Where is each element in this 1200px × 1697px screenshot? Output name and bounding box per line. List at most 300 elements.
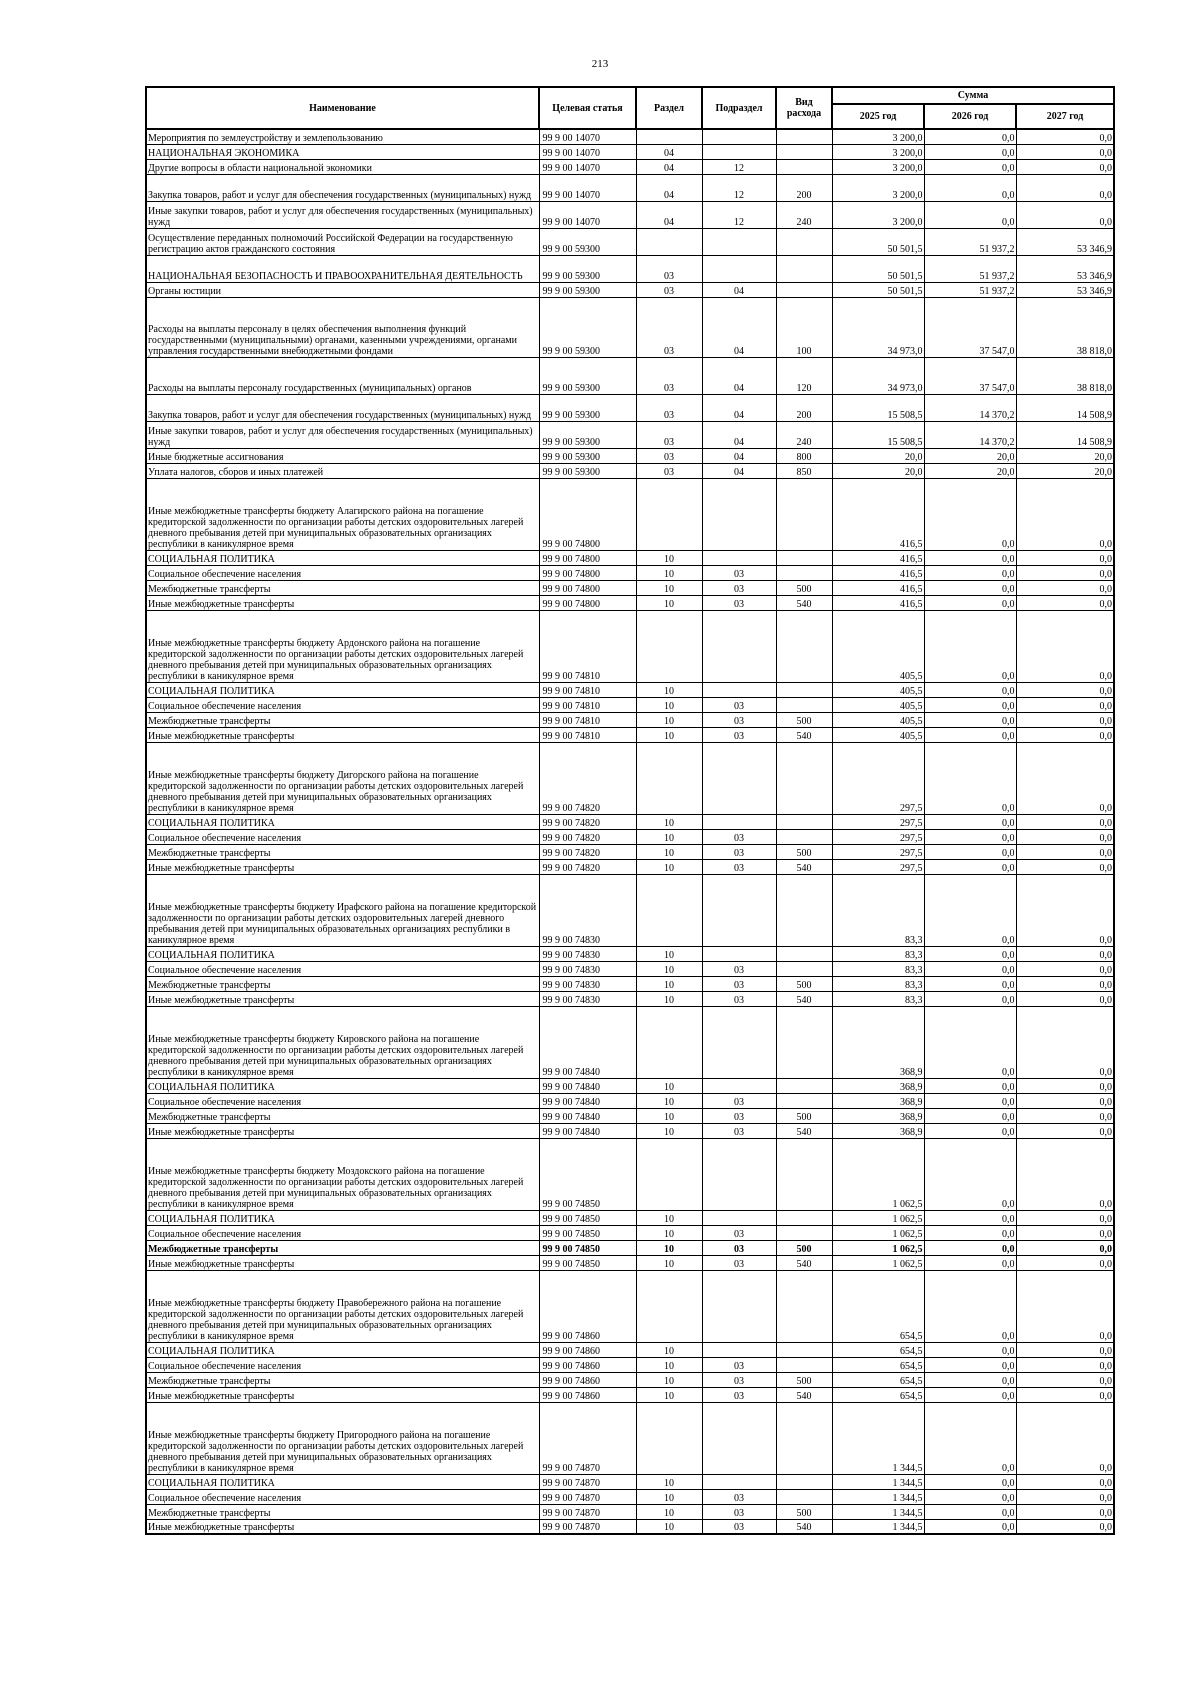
- table-row: [146, 712, 1114, 727]
- header-2026: 2026 год: [924, 104, 1016, 129]
- cell-2026: 37 547,0: [924, 357, 1016, 394]
- cell-2026: 0,0: [924, 991, 1016, 1006]
- cell-2025: 15 508,5: [832, 421, 924, 448]
- cell-expense-type: [776, 228, 832, 255]
- cell-expense-type: 200: [776, 174, 832, 201]
- cell-section: 10: [636, 1387, 702, 1402]
- cell-2025: 368,9: [832, 1123, 924, 1138]
- cell-2027: 0,0: [1016, 478, 1114, 550]
- cell-2025: 50 501,5: [832, 282, 924, 297]
- cell-name: Иные межбюджетные трансферты: [146, 859, 539, 874]
- cell-2025: 1 062,5: [832, 1210, 924, 1225]
- cell-section: 10: [636, 991, 702, 1006]
- cell-expense-type: 500: [776, 1108, 832, 1123]
- cell-2027: 0,0: [1016, 1138, 1114, 1210]
- cell-subsection: [702, 1078, 776, 1093]
- cell-2026: 0,0: [924, 1225, 1016, 1240]
- table-row: [146, 394, 1114, 421]
- cell-subsection: [702, 1006, 776, 1078]
- cell-2027: 0,0: [1016, 682, 1114, 697]
- cell-expense-type: 540: [776, 727, 832, 742]
- cell-2027: 0,0: [1016, 1108, 1114, 1123]
- table-row: [146, 1093, 1114, 1108]
- cell-section: [636, 610, 702, 682]
- cell-name: СОЦИАЛЬНАЯ ПОЛИТИКА: [146, 1210, 539, 1225]
- cell-2025: 3 200,0: [832, 174, 924, 201]
- cell-subsection: 03: [702, 1372, 776, 1387]
- cell-2026: 0,0: [924, 874, 1016, 946]
- cell-expense-type: [776, 1210, 832, 1225]
- cell-name: Иные бюджетные ассигнования: [146, 448, 539, 463]
- cell-section: 10: [636, 565, 702, 580]
- cell-section: 10: [636, 1078, 702, 1093]
- table-row: [146, 874, 1114, 946]
- cell-2026: 0,0: [924, 1240, 1016, 1255]
- table-row: [146, 1270, 1114, 1342]
- cell-2027: 14 508,9: [1016, 394, 1114, 421]
- cell-section: 10: [636, 1108, 702, 1123]
- cell-name: Социальное обеспечение населения: [146, 565, 539, 580]
- table-row: [146, 1078, 1114, 1093]
- cell-name: СОЦИАЛЬНАЯ ПОЛИТИКА: [146, 1078, 539, 1093]
- cell-section: 10: [636, 829, 702, 844]
- cell-subsection: 03: [702, 1357, 776, 1372]
- cell-name: Иные межбюджетные трансферты: [146, 1255, 539, 1270]
- cell-expense-type: [776, 1270, 832, 1342]
- cell-2027: 53 346,9: [1016, 282, 1114, 297]
- cell-subsection: 03: [702, 1093, 776, 1108]
- table-row: [146, 357, 1114, 394]
- cell-2025: 297,5: [832, 859, 924, 874]
- cell-name: Иные межбюджетные трансферты бюджету Ардонского района на погашение кредиторской задолженности по организации работы детских оздоровительных лагерей дневного пребывания детей при муниципальных образовательных организациях республики в каникулярное время: [146, 610, 539, 682]
- cell-expense-type: 240: [776, 201, 832, 228]
- cell-2027: 0,0: [1016, 1357, 1114, 1372]
- cell-subsection: [702, 478, 776, 550]
- cell-2027: 20,0: [1016, 463, 1114, 478]
- header-sum: Сумма: [832, 87, 1114, 104]
- cell-section: 10: [636, 1240, 702, 1255]
- cell-subsection: [702, 1402, 776, 1474]
- cell-target: 99 9 00 74870: [539, 1474, 636, 1489]
- cell-2026: 0,0: [924, 1270, 1016, 1342]
- cell-target: 99 9 00 59300: [539, 228, 636, 255]
- table-row: [146, 742, 1114, 814]
- cell-target: 99 9 00 74820: [539, 844, 636, 859]
- table-row: [146, 844, 1114, 859]
- cell-section: [636, 1402, 702, 1474]
- cell-subsection: [702, 1342, 776, 1357]
- cell-2027: 20,0: [1016, 448, 1114, 463]
- cell-expense-type: [776, 946, 832, 961]
- cell-2025: 34 973,0: [832, 297, 924, 357]
- cell-section: 04: [636, 174, 702, 201]
- cell-2025: 3 200,0: [832, 201, 924, 228]
- cell-subsection: 03: [702, 1255, 776, 1270]
- cell-subsection: [702, 610, 776, 682]
- cell-subsection: 03: [702, 1504, 776, 1519]
- cell-2027: 0,0: [1016, 159, 1114, 174]
- cell-2027: 0,0: [1016, 610, 1114, 682]
- cell-name: Межбюджетные трансферты: [146, 712, 539, 727]
- cell-2027: 38 818,0: [1016, 357, 1114, 394]
- cell-2027: 0,0: [1016, 1240, 1114, 1255]
- cell-subsection: 12: [702, 201, 776, 228]
- cell-2026: 0,0: [924, 1357, 1016, 1372]
- cell-name: Закупка товаров, работ и услуг для обеспечения государственных (муниципальных) нужд: [146, 394, 539, 421]
- cell-target: 99 9 00 74870: [539, 1504, 636, 1519]
- cell-expense-type: [776, 255, 832, 282]
- table-row: [146, 159, 1114, 174]
- cell-name: Иные межбюджетные трансферты: [146, 1387, 539, 1402]
- cell-section: 10: [636, 1357, 702, 1372]
- cell-subsection: [702, 550, 776, 565]
- cell-2025: 654,5: [832, 1270, 924, 1342]
- cell-2027: 0,0: [1016, 1210, 1114, 1225]
- cell-section: 03: [636, 282, 702, 297]
- cell-2026: 0,0: [924, 1474, 1016, 1489]
- cell-expense-type: [776, 565, 832, 580]
- cell-2027: 0,0: [1016, 1093, 1114, 1108]
- cell-section: [636, 1270, 702, 1342]
- cell-name: Социальное обеспечение населения: [146, 1093, 539, 1108]
- table-row: [146, 463, 1114, 478]
- cell-2026: 0,0: [924, 946, 1016, 961]
- table-row: [146, 297, 1114, 357]
- cell-2025: 1 062,5: [832, 1255, 924, 1270]
- cell-target: 99 9 00 74800: [539, 550, 636, 565]
- cell-section: 10: [636, 727, 702, 742]
- cell-subsection: 03: [702, 976, 776, 991]
- table-row: [146, 1108, 1114, 1123]
- cell-expense-type: [776, 1357, 832, 1372]
- header-expense-type: Вид расхода: [776, 87, 832, 129]
- cell-target: 99 9 00 59300: [539, 394, 636, 421]
- cell-target: 99 9 00 74820: [539, 742, 636, 814]
- cell-section: 10: [636, 550, 702, 565]
- cell-expense-type: [776, 1489, 832, 1504]
- cell-subsection: 04: [702, 421, 776, 448]
- cell-expense-type: [776, 874, 832, 946]
- cell-2026: 0,0: [924, 976, 1016, 991]
- cell-target: 99 9 00 59300: [539, 255, 636, 282]
- cell-2027: 0,0: [1016, 1255, 1114, 1270]
- cell-2025: 297,5: [832, 814, 924, 829]
- cell-expense-type: [776, 682, 832, 697]
- cell-target: 99 9 00 74840: [539, 1006, 636, 1078]
- cell-target: 99 9 00 74840: [539, 1093, 636, 1108]
- cell-name: Межбюджетные трансферты: [146, 580, 539, 595]
- table-row: [146, 565, 1114, 580]
- cell-2026: 0,0: [924, 1342, 1016, 1357]
- cell-section: 10: [636, 1474, 702, 1489]
- cell-target: 99 9 00 74870: [539, 1519, 636, 1534]
- table-row: [146, 991, 1114, 1006]
- cell-subsection: 03: [702, 859, 776, 874]
- cell-subsection: [702, 1270, 776, 1342]
- cell-target: 99 9 00 14070: [539, 159, 636, 174]
- table-row: [146, 610, 1114, 682]
- table-row: [146, 1489, 1114, 1504]
- cell-target: 99 9 00 74850: [539, 1240, 636, 1255]
- header-target: Целевая статья: [539, 87, 636, 129]
- cell-subsection: 03: [702, 1489, 776, 1504]
- cell-2026: 14 370,2: [924, 421, 1016, 448]
- cell-2025: 3 200,0: [832, 144, 924, 159]
- cell-name: СОЦИАЛЬНАЯ ПОЛИТИКА: [146, 682, 539, 697]
- cell-subsection: [702, 946, 776, 961]
- cell-expense-type: [776, 1078, 832, 1093]
- cell-2027: 0,0: [1016, 1006, 1114, 1078]
- cell-expense-type: 540: [776, 991, 832, 1006]
- cell-section: 10: [636, 595, 702, 610]
- header-subsection: Подраздел: [702, 87, 776, 129]
- cell-2025: 297,5: [832, 829, 924, 844]
- cell-section: 10: [636, 1093, 702, 1108]
- cell-target: 99 9 00 74860: [539, 1357, 636, 1372]
- cell-2025: 1 344,5: [832, 1519, 924, 1534]
- table-row: [146, 129, 1114, 144]
- cell-2026: 0,0: [924, 1402, 1016, 1474]
- cell-section: 03: [636, 394, 702, 421]
- cell-target: 99 9 00 74860: [539, 1372, 636, 1387]
- cell-name: СОЦИАЛЬНАЯ ПОЛИТИКА: [146, 1342, 539, 1357]
- cell-subsection: 04: [702, 448, 776, 463]
- cell-2026: 0,0: [924, 565, 1016, 580]
- table-row: [146, 859, 1114, 874]
- cell-name: НАЦИОНАЛЬНАЯ ЭКОНОМИКА: [146, 144, 539, 159]
- table-row: [146, 1006, 1114, 1078]
- cell-section: 03: [636, 357, 702, 394]
- cell-name: Межбюджетные трансферты: [146, 1108, 539, 1123]
- cell-2026: 0,0: [924, 961, 1016, 976]
- cell-subsection: 03: [702, 829, 776, 844]
- cell-section: 03: [636, 463, 702, 478]
- cell-expense-type: 500: [776, 580, 832, 595]
- cell-section: 10: [636, 682, 702, 697]
- cell-name: Иные межбюджетные трансферты бюджету Правобережного района на погашение кредиторской задолженности по организации работы детских оздоровительных лагерей дневного пребывания детей при муниципальных образовательных организациях республики в каникулярное время: [146, 1270, 539, 1342]
- cell-section: [636, 742, 702, 814]
- cell-section: 10: [636, 712, 702, 727]
- cell-2025: 83,3: [832, 976, 924, 991]
- cell-2026: 0,0: [924, 478, 1016, 550]
- cell-name: Социальное обеспечение населения: [146, 1489, 539, 1504]
- table-row: [146, 697, 1114, 712]
- cell-name: Иные межбюджетные трансферты бюджету Алагирского района на погашение кредиторской задолженности по организации работы детских оздоровительных лагерей дневного пребывания детей при муниципальных образовательных организациях республики в каникулярное время: [146, 478, 539, 550]
- cell-subsection: 04: [702, 297, 776, 357]
- cell-target: 99 9 00 74830: [539, 946, 636, 961]
- cell-subsection: 03: [702, 565, 776, 580]
- cell-expense-type: [776, 1138, 832, 1210]
- table-row: [146, 682, 1114, 697]
- cell-2025: 368,9: [832, 1006, 924, 1078]
- cell-2026: 0,0: [924, 1504, 1016, 1519]
- cell-section: 10: [636, 1210, 702, 1225]
- cell-2027: 0,0: [1016, 129, 1114, 144]
- cell-expense-type: 500: [776, 1240, 832, 1255]
- table-row: [146, 448, 1114, 463]
- cell-2025: 50 501,5: [832, 255, 924, 282]
- cell-expense-type: [776, 1093, 832, 1108]
- table-row: [146, 1240, 1114, 1255]
- cell-2027: 0,0: [1016, 1387, 1114, 1402]
- cell-2025: 654,5: [832, 1387, 924, 1402]
- cell-2026: 0,0: [924, 1093, 1016, 1108]
- table-row: [146, 976, 1114, 991]
- table-row: [146, 961, 1114, 976]
- cell-subsection: [702, 1138, 776, 1210]
- cell-2026: 0,0: [924, 1519, 1016, 1534]
- cell-2025: 1 062,5: [832, 1225, 924, 1240]
- cell-2026: 0,0: [924, 595, 1016, 610]
- cell-name: Межбюджетные трансферты: [146, 1240, 539, 1255]
- cell-2026: 0,0: [924, 1255, 1016, 1270]
- cell-expense-type: [776, 550, 832, 565]
- cell-subsection: 12: [702, 159, 776, 174]
- cell-expense-type: 540: [776, 1387, 832, 1402]
- cell-section: 10: [636, 580, 702, 595]
- cell-subsection: [702, 255, 776, 282]
- cell-expense-type: 540: [776, 1123, 832, 1138]
- cell-2027: 0,0: [1016, 727, 1114, 742]
- cell-target: 99 9 00 74810: [539, 610, 636, 682]
- cell-name: Иные закупки товаров, работ и услуг для обеспечения государственных (муниципальных) нужд: [146, 201, 539, 228]
- cell-2027: 0,0: [1016, 1474, 1114, 1489]
- cell-section: 03: [636, 448, 702, 463]
- table-row: [146, 550, 1114, 565]
- cell-expense-type: [776, 829, 832, 844]
- cell-name: Органы юстиции: [146, 282, 539, 297]
- cell-section: [636, 1006, 702, 1078]
- cell-2025: 416,5: [832, 478, 924, 550]
- cell-subsection: 04: [702, 357, 776, 394]
- table-row: [146, 727, 1114, 742]
- cell-2026: 0,0: [924, 144, 1016, 159]
- cell-subsection: 03: [702, 1387, 776, 1402]
- cell-target: 99 9 00 14070: [539, 174, 636, 201]
- cell-name: Другие вопросы в области национальной экономики: [146, 159, 539, 174]
- cell-expense-type: 100: [776, 297, 832, 357]
- cell-expense-type: 540: [776, 1255, 832, 1270]
- header-section: Раздел: [636, 87, 702, 129]
- cell-name: Мероприятия по землеустройству и землепользованию: [146, 129, 539, 144]
- cell-name: Иные межбюджетные трансферты: [146, 595, 539, 610]
- cell-2026: 0,0: [924, 1138, 1016, 1210]
- cell-target: 99 9 00 74860: [539, 1387, 636, 1402]
- table-body: [146, 129, 1114, 1534]
- cell-expense-type: 500: [776, 976, 832, 991]
- cell-name: Расходы на выплаты персоналу в целях обеспечения выполнения функций государственными (муниципальными) органами, казенными учреждениями, органами управления государственными внебюджетными фондами: [146, 297, 539, 357]
- cell-expense-type: 850: [776, 463, 832, 478]
- cell-2027: 0,0: [1016, 859, 1114, 874]
- cell-name: Межбюджетные трансферты: [146, 844, 539, 859]
- cell-expense-type: 540: [776, 859, 832, 874]
- cell-2027: 0,0: [1016, 961, 1114, 976]
- cell-2026: 0,0: [924, 697, 1016, 712]
- cell-name: Социальное обеспечение населения: [146, 1225, 539, 1240]
- cell-2026: 51 937,2: [924, 282, 1016, 297]
- cell-subsection: [702, 228, 776, 255]
- cell-section: 10: [636, 1225, 702, 1240]
- cell-subsection: [702, 874, 776, 946]
- cell-2026: 0,0: [924, 550, 1016, 565]
- cell-subsection: 03: [702, 697, 776, 712]
- cell-subsection: 04: [702, 282, 776, 297]
- cell-2027: 0,0: [1016, 946, 1114, 961]
- cell-name: СОЦИАЛЬНАЯ ПОЛИТИКА: [146, 1474, 539, 1489]
- cell-2026: 0,0: [924, 1123, 1016, 1138]
- cell-2025: 20,0: [832, 463, 924, 478]
- cell-subsection: 03: [702, 712, 776, 727]
- cell-name: Социальное обеспечение населения: [146, 697, 539, 712]
- cell-2026: 0,0: [924, 610, 1016, 682]
- table-row: [146, 174, 1114, 201]
- cell-2025: 368,9: [832, 1093, 924, 1108]
- cell-target: 99 9 00 74830: [539, 874, 636, 946]
- table-row: [146, 595, 1114, 610]
- cell-expense-type: [776, 144, 832, 159]
- cell-2026: 0,0: [924, 1078, 1016, 1093]
- cell-name: Иные межбюджетные трансферты: [146, 1519, 539, 1534]
- table-row: [146, 201, 1114, 228]
- table-row: [146, 1402, 1114, 1474]
- cell-2025: 50 501,5: [832, 228, 924, 255]
- cell-expense-type: [776, 129, 832, 144]
- cell-target: 99 9 00 74870: [539, 1489, 636, 1504]
- cell-name: Уплата налогов, сборов и иных платежей: [146, 463, 539, 478]
- cell-target: 99 9 00 74820: [539, 814, 636, 829]
- cell-2026: 0,0: [924, 1006, 1016, 1078]
- cell-subsection: 03: [702, 580, 776, 595]
- table-row: [146, 1372, 1114, 1387]
- cell-2027: 0,0: [1016, 829, 1114, 844]
- cell-subsection: [702, 144, 776, 159]
- table-row: [146, 1210, 1114, 1225]
- cell-section: 04: [636, 159, 702, 174]
- cell-name: Межбюджетные трансферты: [146, 1372, 539, 1387]
- cell-section: 10: [636, 859, 702, 874]
- cell-target: 99 9 00 74850: [539, 1210, 636, 1225]
- cell-2027: 0,0: [1016, 874, 1114, 946]
- cell-expense-type: [776, 1006, 832, 1078]
- cell-2025: 20,0: [832, 448, 924, 463]
- cell-2026: 0,0: [924, 1210, 1016, 1225]
- cell-target: 99 9 00 74820: [539, 859, 636, 874]
- cell-section: 10: [636, 1255, 702, 1270]
- cell-2027: 0,0: [1016, 1519, 1114, 1534]
- cell-section: 10: [636, 1504, 702, 1519]
- table-row: [146, 144, 1114, 159]
- cell-2026: 0,0: [924, 174, 1016, 201]
- cell-2026: 0,0: [924, 829, 1016, 844]
- cell-2026: 0,0: [924, 682, 1016, 697]
- table-row: [146, 421, 1114, 448]
- cell-section: 10: [636, 844, 702, 859]
- cell-section: [636, 129, 702, 144]
- cell-2026: 37 547,0: [924, 297, 1016, 357]
- cell-expense-type: 500: [776, 1372, 832, 1387]
- cell-2026: 20,0: [924, 448, 1016, 463]
- header-name: Наименование: [146, 87, 539, 129]
- cell-2025: 83,3: [832, 991, 924, 1006]
- cell-2025: 1 344,5: [832, 1504, 924, 1519]
- cell-2027: 0,0: [1016, 1270, 1114, 1342]
- cell-expense-type: 500: [776, 712, 832, 727]
- cell-expense-type: [776, 1342, 832, 1357]
- cell-target: 99 9 00 74810: [539, 697, 636, 712]
- cell-2025: 654,5: [832, 1357, 924, 1372]
- cell-target: 99 9 00 74800: [539, 580, 636, 595]
- cell-name: НАЦИОНАЛЬНАЯ БЕЗОПАСНОСТЬ И ПРАВООХРАНИТЕЛЬНАЯ ДЕЯТЕЛЬНОСТЬ: [146, 255, 539, 282]
